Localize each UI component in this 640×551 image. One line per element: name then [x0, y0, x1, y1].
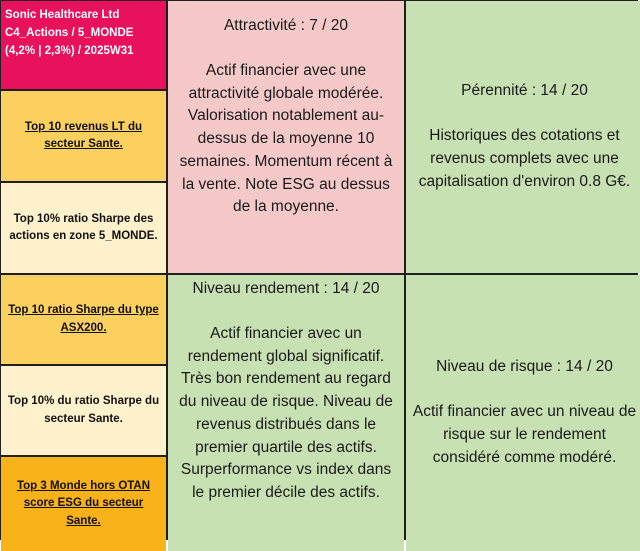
perennite-body: Historiques des cotations et revenus complets avec une capitalisation d'environ 0.8 G€.	[418, 127, 631, 190]
rates-label: (4,2% | 2,3%) / 2025W31	[5, 44, 134, 57]
perennite-panel	[406, 1, 640, 273]
attractivite-body: Actif financier avec une attractivité globale modérée. Valorisation notablement au-dessus de la moyenne 10 semaines. Momentum récent à la vente. Note ESG au dessus de la moyenne.	[179, 61, 393, 216]
badge-text: Top 10% du ratio Sharpe du secteur Sante.	[7, 395, 160, 425]
asset-header	[1, 1, 166, 89]
company-name: Sonic Healthcare Ltd	[5, 9, 120, 21]
badge-top10-sharpe-asx200	[1, 275, 166, 364]
risque-panel	[406, 275, 640, 551]
attractivite-title: Attractivité : 7 / 20	[223, 17, 349, 34]
badge-top3-esg	[1, 457, 166, 551]
rendement-body: Actif financier avec un rendement global significatif. Très bon rendement au regard du niveau de risque. Niveau de revenus distribués dans le premier quartile des actifs. Surperformance vs index dans le premier décile des actifs.	[179, 324, 393, 502]
rendement-panel	[168, 275, 404, 551]
perennite-title: Pérennité : 14 / 20	[461, 82, 588, 100]
badge-top10pct-sharpe-zone	[1, 183, 166, 273]
badge-text: Top 10% ratio Sharpe des actions en zone 5_MONDE.	[9, 212, 158, 242]
rendement-title: Niveau rendement : 14 / 20	[192, 280, 380, 297]
badge-text: Top 10 ratio Sharpe du type ASX200.	[8, 304, 159, 334]
risque-body: Actif financier avec un niveau de risque sur le rendement considéré comme modéré.	[412, 403, 637, 466]
attractivite-panel	[168, 1, 404, 273]
badge-text: Top 10 revenus LT du secteur Sante.	[24, 120, 143, 150]
badge-top10pct-sharpe-secteur	[1, 366, 166, 455]
badge-top10-revenus	[1, 91, 166, 181]
badge-text: Top 3 Monde hors OTAN score ESG du secteur Sante.	[16, 480, 151, 527]
risque-title: Niveau de risque : 14 / 20	[436, 358, 613, 376]
category-label: C4_Actions / 5_MONDE	[5, 26, 134, 39]
